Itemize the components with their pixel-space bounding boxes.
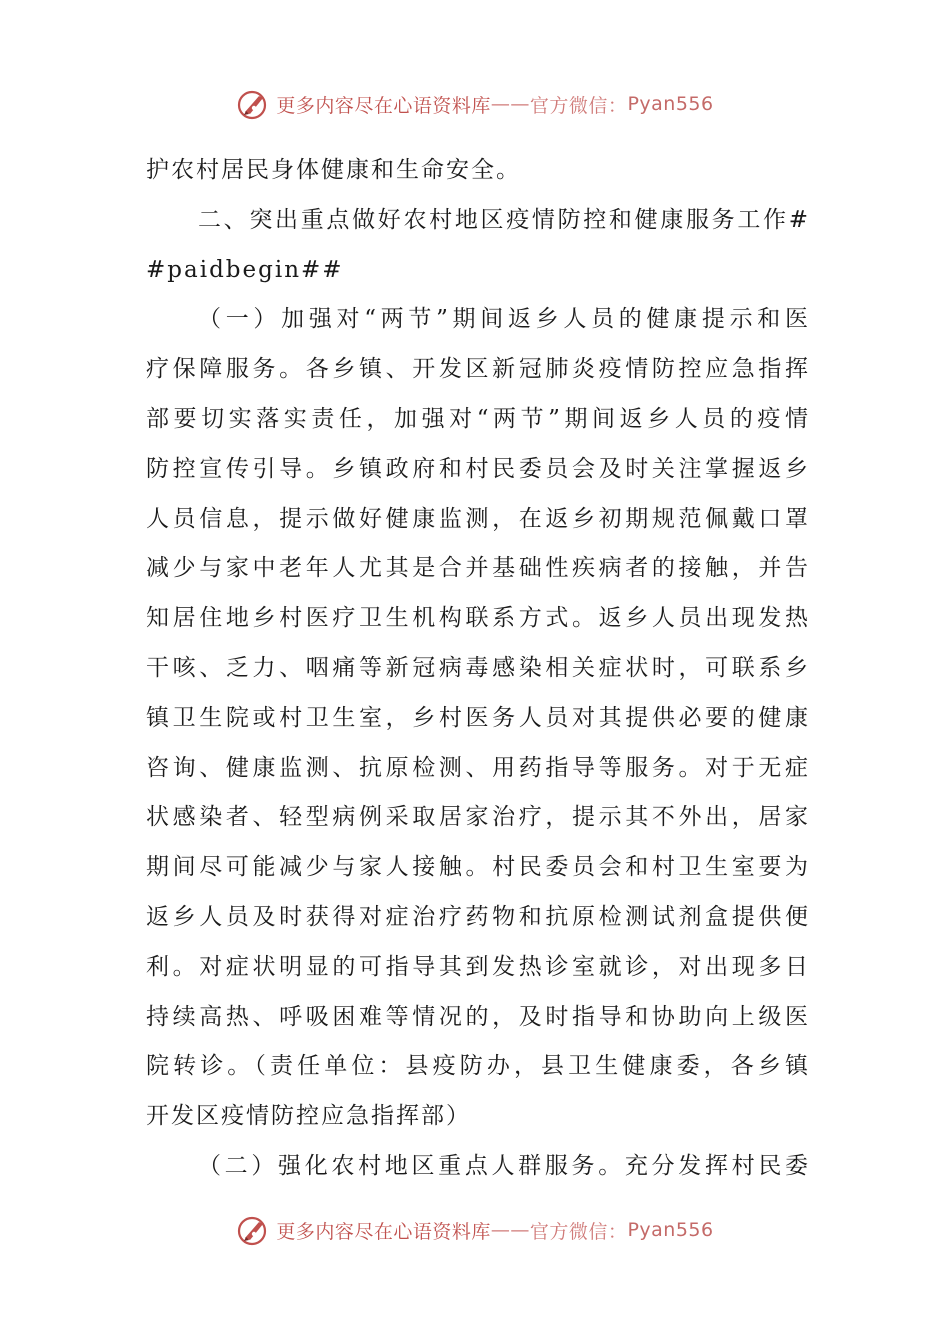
body-line: 持续高热、呼吸困难等情况的，及时指导和协助向上级医 <box>146 1003 808 1030</box>
pen-circle-logo-icon <box>236 87 270 121</box>
section-heading: 二、突出重点做好农村地区疫情防控和健康服务工作# <box>198 206 808 233</box>
watermark-wechat-id: Pyan556 <box>627 93 714 115</box>
body-line: 开发区疫情防控应急指挥部） <box>146 1103 471 1130</box>
watermark-dash: —— <box>490 93 530 115</box>
watermark-banner-top <box>0 84 950 124</box>
watermark-wechat-id: Pyan556 <box>627 1219 714 1241</box>
body-line: 状感染者、轻型病例采取居家治疗，提示其不外出，居家 <box>146 804 808 831</box>
subsection-heading-1: （一）加强对“两节”期间返乡人员的健康提示和医 <box>198 306 808 333</box>
body-line: 知居住地乡村医疗卫生机构联系方式。返乡人员出现发热 <box>146 605 808 632</box>
body-line: 返乡人员及时获得对症治疗药物和抗原检测试剂盒提供便 <box>146 903 808 930</box>
watermark-dash: —— <box>490 1219 530 1241</box>
pen-circle-logo-icon <box>236 1213 270 1247</box>
body-line: 人员信息，提示做好健康监测，在返乡初期规范佩戴口罩 <box>146 505 808 532</box>
watermark-banner-bottom <box>0 1210 950 1250</box>
watermark-official-label: 官方微信： <box>529 94 628 117</box>
body-line: 护农村居民身体健康和生命安全。 <box>146 157 521 183</box>
document-body <box>146 146 808 1192</box>
body-line: 利。对症状明显的可指导其到发热诊室就诊，对出现多日 <box>146 953 808 980</box>
body-line: 咨询、健康监测、抗原检测、用药指导等服务。对于无症 <box>146 754 808 781</box>
body-line: 期间尽可能减少与家人接触。村民委员会和村卫生室要为 <box>146 854 808 881</box>
body-line: #paidbegin## <box>146 256 344 283</box>
body-line: 疗保障服务。各乡镇、开发区新冠肺炎疫情防控应急指挥 <box>146 356 808 383</box>
body-line: 防控宣传引导。乡镇政府和村民委员会及时关注掌握返乡 <box>146 455 808 482</box>
subsection-heading-2: （二）强化农村地区重点人群服务。充分发挥村民委 <box>198 1152 808 1179</box>
body-line: 院转诊。（责任单位：县疫防办，县卫生健康委，各乡镇 <box>146 1053 808 1080</box>
watermark-brand-text: 更多内容尽在心语资料库 <box>276 94 491 117</box>
body-line: 镇卫生院或村卫生室，乡村医务人员对其提供必要的健康 <box>146 704 808 731</box>
watermark-official-label: 官方微信： <box>529 1220 628 1243</box>
watermark-brand-text: 更多内容尽在心语资料库 <box>276 1220 491 1243</box>
body-line: 减少与家中老年人尤其是合并基础性疾病者的接触，并告 <box>146 555 808 582</box>
body-line: 干咳、乏力、咽痛等新冠病毒感染相关症状时，可联系乡 <box>146 654 808 681</box>
body-line: 部要切实落实责任，加强对“两节”期间返乡人员的疫情 <box>146 405 808 432</box>
